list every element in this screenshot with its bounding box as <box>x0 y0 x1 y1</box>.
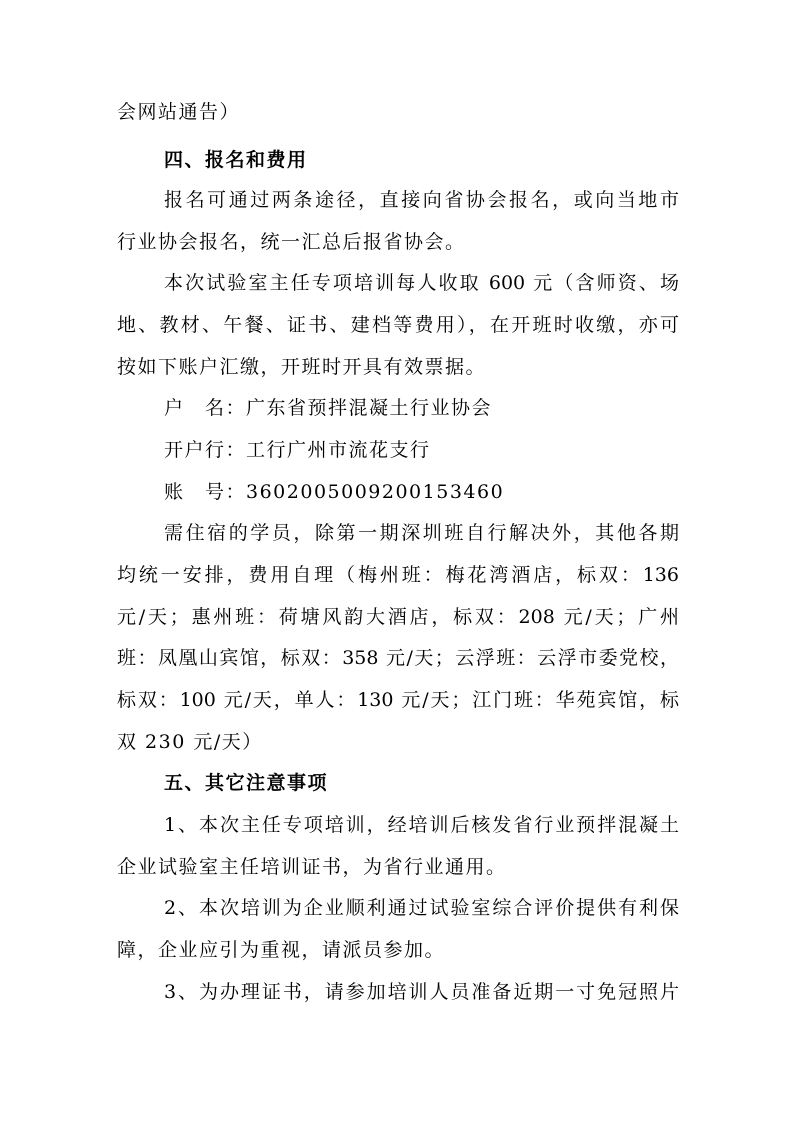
paragraph-line: 2、本次培训为企业顺利通过试验室综合评价提供有利保 <box>164 897 679 919</box>
paragraph-line: 报名可通过两条途径，直接向省协会报名，或向当地市 <box>164 189 679 211</box>
paragraph-line: 双 230 元/天） <box>117 731 263 753</box>
paragraph-line: 本次试验室主任专项培训每人收取 600 元（含师资、场 <box>164 272 679 294</box>
paragraph-line: 地、教材、午餐、证书、建档等费用），在开班时收缴，亦可 <box>117 314 679 336</box>
text-line: 会网站通告） <box>117 101 241 123</box>
paragraph-line: 企业试验室主任培训证书，为省行业通用。 <box>117 856 507 878</box>
paragraph-line: 1、本次主任专项培训，经培训后核发省行业预拌混凝土 <box>164 814 679 836</box>
paragraph-line: 班：凤凰山宾馆，标双：358 元/天；云浮班：云浮市委党校， <box>117 647 679 669</box>
account-bank-line: 开户行：工行广州市流花支行 <box>164 439 431 461</box>
section-heading-registration: 四、报名和费用 <box>164 149 308 171</box>
section-heading-notes: 五、其它注意事项 <box>164 772 329 794</box>
paragraph-line: 障，企业应引为重视，请派员参加。 <box>117 939 446 961</box>
account-name-line: 户 名：广东省预拌混凝土行业协会 <box>164 397 493 419</box>
paragraph-line: 标双：100 元/天，单人：130 元/天；江门班：华苑宾馆，标 <box>117 689 679 711</box>
paragraph-line: 需住宿的学员，除第一期深圳班自行解决外，其他各期 <box>164 522 679 544</box>
paragraph-line: 元/天；惠州班：荷塘风韵大酒店，标双：208 元/天；广州 <box>117 606 679 628</box>
paragraph-line: 按如下账户汇缴，开班时开具有效票据。 <box>117 356 487 378</box>
paragraph-line: 3、为办理证书，请参加培训人员准备近期一寸免冠照片 <box>164 981 679 1003</box>
paragraph-line: 行业协会报名，统一汇总后报省协会。 <box>117 231 466 253</box>
paragraph-line: 均统一安排，费用自理（梅州班：梅花湾酒店，标双：136 <box>117 564 679 586</box>
account-number-line: 账 号：3602005009200153460 <box>164 481 505 503</box>
